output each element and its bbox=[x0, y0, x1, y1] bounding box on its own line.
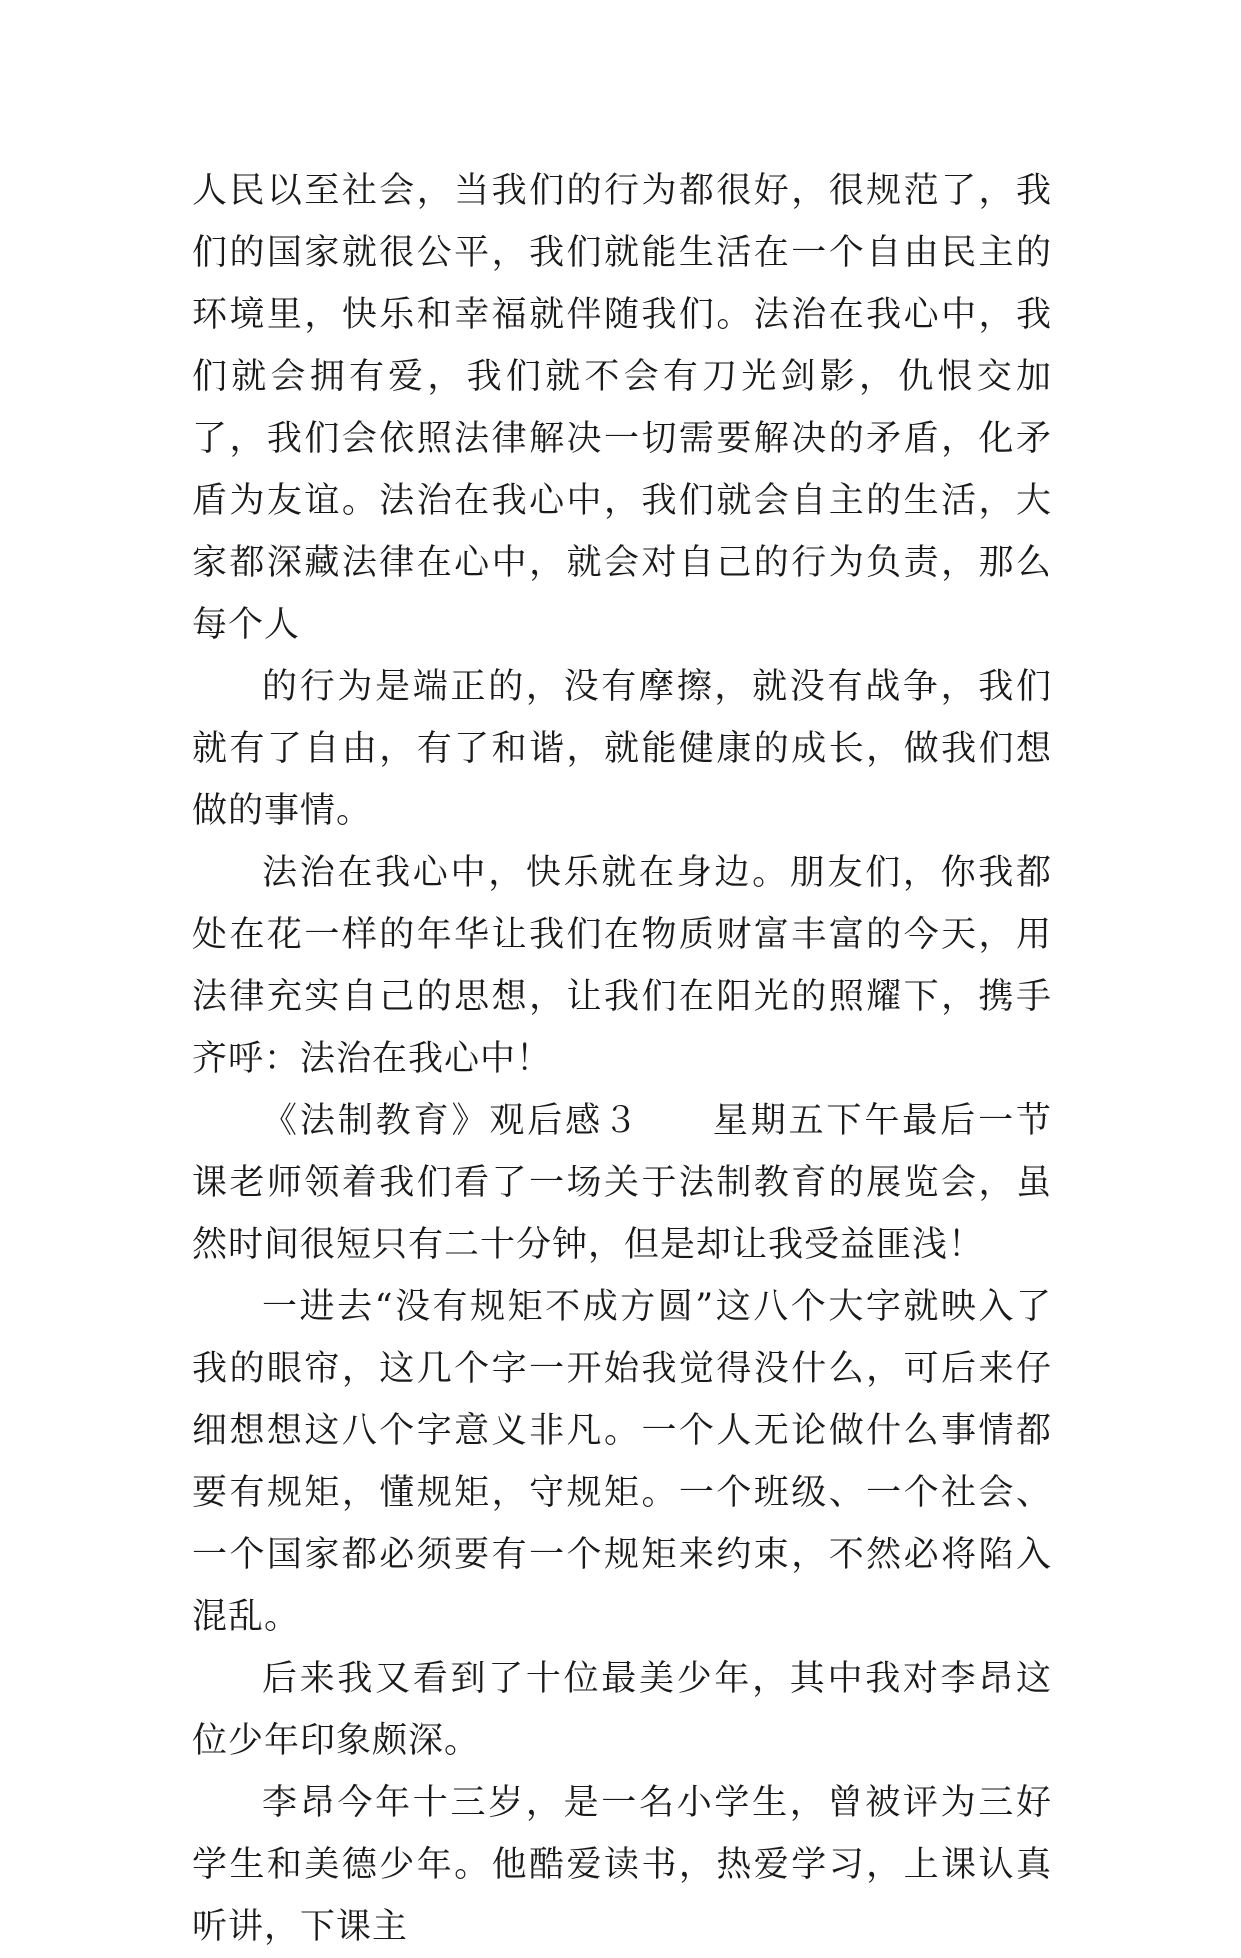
paragraph: 一进去“没有规矩不成方圆”这八个大字就映入了我的眼帘，这几个字一开始我觉得没什么，可后来仔细想想这八个字意义非凡。一个人无论做什么事情都要有规矩，懂规矩，守规矩。一个班级、一个社会、一个国家都必须要有一个规矩来约束，不然必将陷入混乱。 bbox=[192, 1287, 1052, 1637]
paragraph-with-heading bbox=[192, 1090, 1052, 1276]
document-body bbox=[192, 160, 1052, 1958]
paragraph: 的行为是端正的，没有摩擦，就没有战争，我们就有了自由，有了和谐，就能健康的成长，做我们想做的事情。 bbox=[192, 667, 1052, 831]
paragraph: 李昂今年十三岁，是一名小学生，曾被评为三好学生和美德少年。他酷爱读书，热爱学习，上课认真听讲，下课主 bbox=[192, 1783, 1052, 1947]
paragraph: 后来我又看到了十位最美少年，其中我对李昂这位少年印象颇深。 bbox=[192, 1659, 1052, 1761]
paragraph: 人民以至社会，当我们的行为都很好，很规范了，我们的国家就很公平，我们就能生活在一个自由民主的环境里，快乐和幸福就伴随我们。法治在我心中，我们就会拥有爱，我们就不会有刀光剑影，仇恨交加了，我们会依照法律解决一切需要解决的矛盾，化矛盾为友谊。法治在我心中，我们就会自主的生活，大家都深藏法律在心中，就会对自己的行为负责，那么每个人 bbox=[192, 171, 1052, 645]
paragraph-text: 星期五下午最后一节课老师领着我们看了一场关于法制教育的展览会，虽然时间很短只有二十分钟，但是却让我受益匪浅！ bbox=[192, 1101, 1052, 1265]
paragraph: 法治在我心中，快乐就在身边。朋友们，你我都处在花一样的年华让我们在物质财富丰富的今天，用法律充实自己的思想，让我们在阳光的照耀下，携手齐呼：法治在我心中！ bbox=[192, 853, 1052, 1079]
inline-heading: 《法制教育》观后感３ bbox=[262, 1101, 641, 1141]
